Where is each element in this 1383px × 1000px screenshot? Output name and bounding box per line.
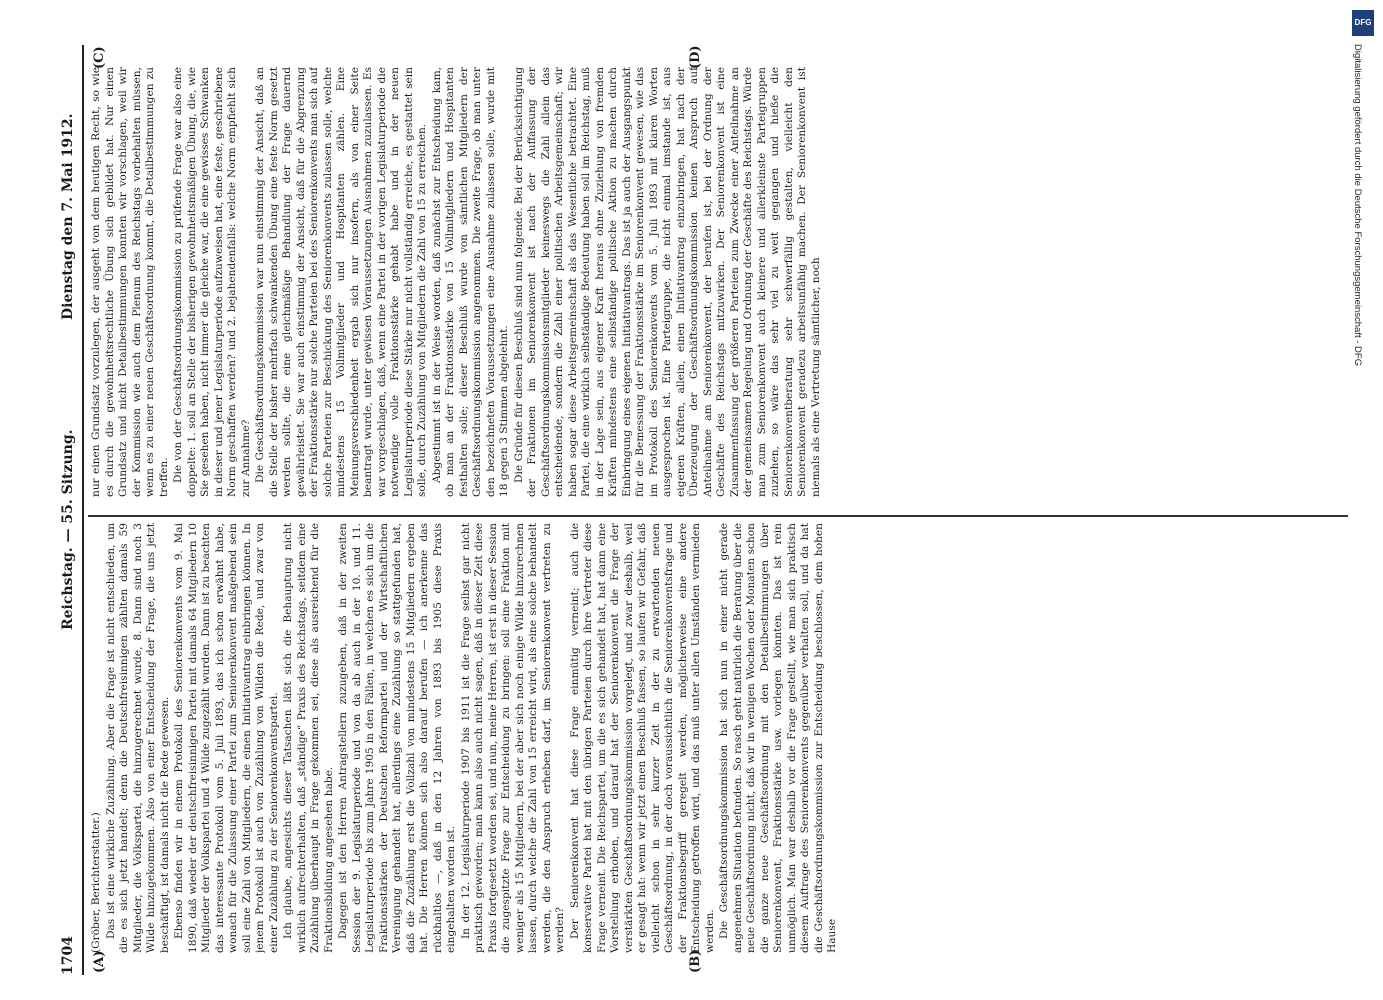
paragraph: Dagegen ist den Herren Antragstellern zuzugeben, daß in der zweiten Session der 9. Legislaturperiode und von da ab auch in der 10. und 11. Legislaturperiode bis zum Jahre 1905 in den Fällen, in welchen es sich um die Fraktionsstärken der Deutschen Reformpartei und der Wirtschaftlichen Vereinigung gehandelt hat, allerdings eine Zuzählung so stattgefunden hat, daß die Zuzählung erst die Vollzahl von mindestens 15 Mitgliedern ergeben hat. Die Herren können sich also darauf berufen — ich anerkenne das rückhaltlos —, daß in den 12 Jahren von 1893 bis 1905 diese Praxis eingehalten worden ist. [337, 523, 457, 953]
paragraph: In der 12. Legislaturperiode 1907 bis 1911 ist die Frage selbst gar nicht praktisch geworden; man kann also auch nicht sagen, daß in dieser Zeit diese Praxis fortgesetzt worden sei, und nun, meine Herren, ist erst in dieser Session die zugespitzte Frage zur Entscheidung zu bringen: soll eine Fraktion mit weniger als 15 Mitgliedern, bei der aber sich noch einige Wilde hinzurechnen lassen, durch welche die Zahl von 15 erreicht wird, als eine solche behandelt werden, die den Anspruch erheben darf, im Seniorenkonvent vertreten zu werden? [459, 523, 566, 953]
running-title-right: Dienstag den 7. Mai 1912. [60, 113, 76, 320]
paragraph: Der Seniorenkonvent hat diese Frage einmütig verneint; auch die konservative Partei hat mit den übrigen Parteien durch ihre Vertreter diese Frage verneint. Die Reichspartei, um die es sich gehandelt hat, hat dann eine Vorstellung erhoben, und darauf hat der Seniorenkonvent die Frage der verstärkten Geschäftsordnungskommission vorgelegt, und zwar deshalb, weil er gesagt hat: wenn wir jetzt einen Beschluß fassen, so laufen wir Gefahr, daß vielleicht schon in sehr kurzer Zeit in der zu erwartenden neuen Geschäftsordnung, in der doch voraussichtlich die Seniorenkonventsfrage und der Fraktionsbegriff geregelt werden, möglicherweise eine andere Entscheidung getroffen wird, und das muß unter allen Umständen vermieden werden. [568, 523, 716, 953]
paragraph: Abgestimmt ist in der Weise worden, daß zunächst zur Entscheidung kam, ob man an der Fraktionsstärke von 15 Vollmitgliedern und Hospitanten festhalten solle; dieser Beschluß wurde von sämtlichen Mitgliedern der Geschäftsordnungskommission angenommen. Die zweite Frage, ob man unter den bezeichneten Voraussetzungen eine Ausnahme zulassen solle, wurde mit 18 gegen 3 Stimmen abgelehnt. [430, 67, 510, 497]
column-divider [88, 515, 1348, 517]
paragraph: Die Geschäftsordnungskommission war nun einstimmig der Ansicht, daß an die Stelle der bisher mehrfach schwankenden Übung eine feste Norm gesetzt werden sollte, die eine gleichmäßige Behandlung der Frage dauernd gewährleistet. Sie war auch einstimmig der Ansicht, daß für die Abgrenzung der Fraktionsstärke nur solche Parteien bei des Seniorenkonvents man sich auf solche Parteien zur Beschickung des Seniorenkonvents zulassen solle, welche mindestens 15 Vollmitglieder und Hospitanten zählen. Eine Meinungsverschiedenheit ergab sich nur insofern, als von einer Seite beantragt wurde, unter gewissen Voraussetzungen Ausnahmen zuzulassen. Es war vorgeschlagen, daß, wenn eine Partei in der vorigen Legislaturperiode die notwendige volle Fraktionsstärke gehabt habe und in der neuen Legislaturperiode diese Stärke nur nicht vollständig erreiche, es gestattet sein solle, durch Zuzählung von Mitgliedern die Zahl von 15 zu erreichen. [254, 67, 428, 497]
text-column-right [90, 67, 1345, 497]
paragraph: Die Geschäftsordnungskommission hat sich nun in einer nicht gerade angenehmen Situation befunden. So rasch geht natürlich die Beratung über die neue Geschäftsordnung nicht, daß wir in wenigen Wochen oder Monaten schon die ganze neue Geschäftsordnung mit den Detailbestimmungen über Seniorenkonvent, Fraktionsstärke usw. vorlegen könnten. Das ist rein unmöglich. Man war deshalb vor die Frage gestellt, wie man sich praktisch diesem Auftrage des Seniorenkonvents gegenüber verhalten soll, und da hat die Geschäftsordnungskommission zur Entscheidung beschlossen, dem hohen Hause [718, 523, 838, 953]
paragraph: Das ist eine wirkliche Zuzählung. Aber die Frage ist nicht entschieden, um die es sich jetzt handelt; denn die Deutschfreisinnigen zählten damals 59 Mitglieder, die Volkspartei, die hinzugerechnet wurde, 8. Dann sind noch 3 Wilde hinzugekommen. Also von einer Entscheidung der Frage, die uns jetzt beschäftigt, ist damals nicht die Rede gewesen. [104, 523, 171, 953]
rotated-page [58, 45, 1363, 975]
page-number: 1704 [60, 936, 76, 975]
dfg-watermark [1352, 10, 1374, 950]
running-title-left: Reichstag. — 55. Sitzung. [60, 429, 76, 630]
margin-marker-c: (C) [92, 46, 107, 69]
dfg-watermark-text: Digitalisierung gefördert durch die Deutsche Forschungsgemeinschaft - DFG [1352, 44, 1363, 367]
margin-marker-d: (D) [688, 45, 703, 69]
page-header [58, 45, 80, 975]
margin-marker-b: (B) [688, 949, 703, 973]
speaker-reference: (Gröber, Berichterstatter.) [90, 812, 102, 953]
paragraph: Die Gründe für diesen Beschluß sind nun folgende. Bei der Berücksichtigung der Fraktionen im Seniorenkonvent ist nach der Auffassung der Geschäftsordnungskommissionsmitglieder keineswegs die Zahl allein das entscheidende, sondern die Zahl einer politischen Arbeitsgemeinschaft; wir haben sogar diese Arbeitsgemeinschaft als das Wesentliche betrachtet. Eine Partei, die eine wirklich selbständige Bedeutung haben soll im Reichstag, muß in der Lage sein, aus eigener Kraft heraus ohne Zuziehung von fremden Kräften mindestens eine selbständige politische Aktion zu machen durch Einbringung eines eigenen Initiativantrags. Das ist ja auch der Ausgangspunkt für die Bemessung der Fraktionsstärke im Seniorenkonvent gewesen, wie das im Protokoll des Seniorenkonvents vom 5. Juli 1893 mit klaren Worten ausgesprochen ist. Eine Parteigruppe, die nicht einmal imstande ist, aus eigenen Kräften, allein, einen Initiativantrag einzubringen, hat nach der Überzeugung der Geschäftsordnungskommission keinen Anspruch auf Anteilnahme am Seniorenkonvent, der berufen ist, bei der Ordnung der Geschäfte des Reichstags mitzuwirken. Der Seniorenkonvent ist eine Zusammenfassung der größeren Parteien zum Zwecke einer Anteilnahme an der gemeinsamen Regelung und Ordnung der Geschäfte des Reichstags. Würde man zum Seniorenkonvent auch kleinere und allerkleinste Parteigruppen zuziehen, so wäre das sehr viel zu weit gegangen und hieße die Seniorenkonventberatung sehr schwerfällig gestalten, vielleicht den Seniorenkonvent geradezu arbeitsunfähig machen. Der Seniorenkonvent ist niemals als eine Vertretung sämtlicher, noch [512, 67, 822, 497]
margin-marker-a: (A) [92, 950, 107, 973]
dfg-logo: DFG [1352, 10, 1374, 36]
paragraph: Die von der Geschäftsordnungskommission zu prüfende Frage war also eine doppelte: 1. soll an Stelle der bisherigen gewohnheitsmäßigen Übung, die, wie Sie gesehen haben, nicht immer die gleiche war, die eine gewisses Schwanken in dieser und jener Legislaturperiode aufzuweisen hat, eine feste, geschriebene Norm geschaffen werden? und 2. bejahendenfalls: welche Norm empfiehlt sich zur Annahme? [172, 67, 252, 497]
paragraph: Ich glaube, angesichts dieser Tatsachen läßt sich die Behauptung nicht wirklich aufrechterhalten, daß „ständige“ Praxis des Reichstags, seitdem eine Zuzählung überhaupt in Frage gekommen sei, diese als ausreichend für die Fraktionsbildung angesehen habe. [282, 523, 335, 953]
header-rule [82, 45, 84, 975]
paragraph: Ebenso finden wir in einem Protokoll des Seniorenkonvents vom 9. Mai 1890, daß wieder der deutschfreisinnigen Partei mit damals 64 Mitgliedern 10 Mitglieder der Volkspartei und 4 Wilde zugezählt wurden. Dann ist zu beachten das interessante Protokoll vom 5. Juli 1893, das ich schon erwähnt habe, wonach für die Zulassung einer Partei zum Seniorenkonvent maßgebend sein soll eine Zahl von Mitgliedern, die einen Initiativantrag einbringen können. In jenem Protokoll ist auch von Zuzählung von Wilden die Rede, und zwar von einer Zuzählung zu der Seniorenkonventspartei. [173, 523, 280, 953]
text-column-left [90, 523, 1345, 953]
paragraph: nur einen Grundsatz vorzulegen, der ausgeht von dem heutigen Recht, so wie es durch die gewohnheitsrechtliche Übung sich gebildet hat. Nur einen Grundsatz und nicht Detailbestimmungen konnten wir vorschlagen, weil wir der Kommission wie auch dem Plenum des Reichstags vorbehalten müssen, wenn es zu einer neuen Geschäftsordnung kommt, die Detailbestimmungen zu treffen. [90, 67, 170, 497]
